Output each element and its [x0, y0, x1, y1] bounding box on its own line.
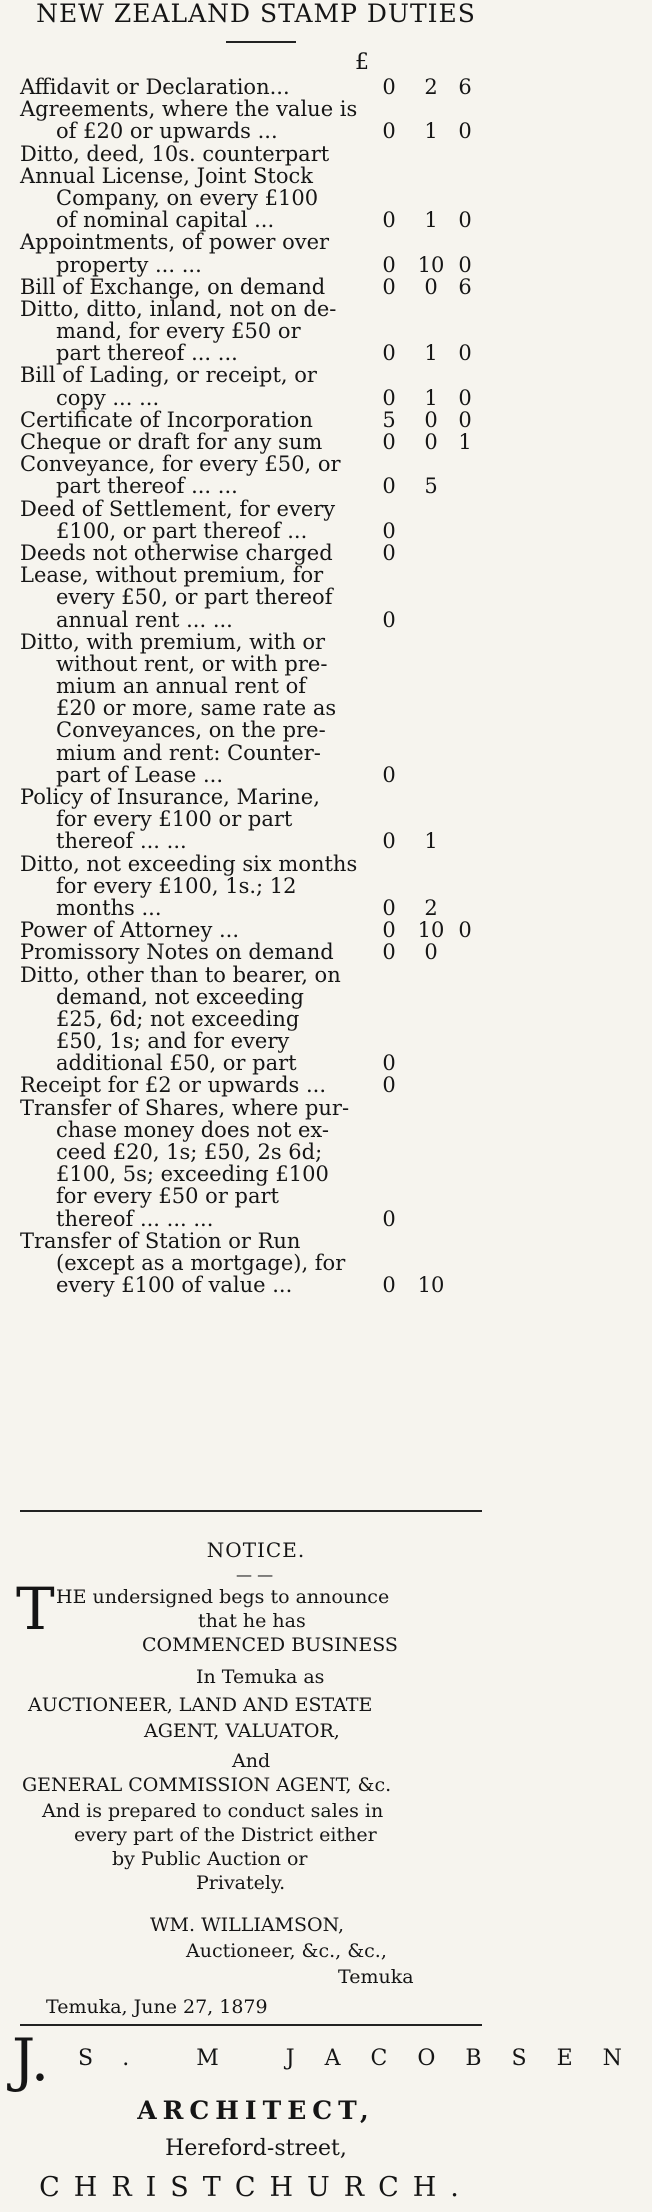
tariff-item-text: demand, not exceeding	[56, 984, 304, 1009]
tariff-shillings: 10	[417, 918, 445, 943]
tariff-item-text: Appointments, of power over	[20, 230, 330, 255]
tariff-item-text: £20 or more, same rate as	[56, 696, 337, 721]
notice-line: Temuka	[338, 1966, 414, 1988]
tariff-row	[20, 76, 480, 98]
tariff-item-text: copy ... ...	[56, 385, 160, 410]
tariff-item-text: annual rent ... ...	[56, 607, 233, 632]
tariff-item-text: part thereof ... ...	[56, 341, 238, 366]
tariff-item-text: without rent, or with pre-	[56, 651, 328, 676]
tariff-row	[20, 475, 480, 497]
tariff-pounds: 0	[382, 518, 396, 543]
tariff-item-text: mand, for every £50 or	[56, 319, 301, 344]
tariff-item-text: Annual License, Joint Stock	[20, 163, 313, 188]
tariff-item-text: £100, or part thereof ...	[56, 518, 308, 543]
tariff-shillings: 10	[417, 1273, 445, 1298]
tariff-row	[20, 875, 480, 897]
tariff-row	[20, 409, 480, 431]
tariff-pence: 0	[458, 341, 472, 366]
tariff-row	[20, 143, 480, 165]
tariff-pounds: 0	[382, 1073, 396, 1098]
tariff-shillings: 1	[424, 341, 438, 366]
tariff-item-text: Deed of Settlement, for every	[20, 496, 336, 521]
tariff-item-text: £25, 6d; not exceeding	[56, 1006, 300, 1031]
notice-line: Auctioneer, &c., &c.,	[186, 1940, 387, 1962]
tariff-pounds: 0	[382, 940, 396, 965]
tariff-row	[20, 254, 480, 276]
tariff-item-text: Transfer of Station or Run	[20, 1228, 301, 1253]
section-divider	[20, 1510, 482, 1512]
notice-line: COMMENCED BUSINESS	[142, 1634, 398, 1656]
tariff-pounds: 0	[382, 1273, 396, 1298]
tariff-pounds: 5	[382, 407, 396, 432]
notice-date: Temuka, June 27, 1879	[46, 1996, 268, 2018]
tariff-pence: 0	[458, 918, 472, 943]
tariff-row	[20, 1252, 480, 1274]
tariff-pounds: 0	[382, 430, 396, 454]
tariff-pence: 0	[458, 407, 472, 432]
tariff-row	[20, 387, 480, 409]
page-title: NEW ZEALAND STAMP DUTIES	[36, 0, 476, 28]
notice-line: And	[232, 1750, 271, 1772]
tariff-pence: 0	[458, 119, 472, 144]
tariff-item-text: (except as a mortgage), for	[56, 1250, 346, 1275]
tariff-row	[20, 1008, 480, 1030]
tariff-row	[20, 364, 480, 386]
jacobsen-initial: J.	[12, 2026, 50, 2094]
tariff-item-text: of nominal capital ...	[56, 208, 275, 233]
jacobsen-street: Hereford-street,	[165, 2136, 347, 2161]
notice-line: that he has	[198, 1610, 306, 1632]
tariff-pounds: 0	[382, 274, 396, 299]
jacobsen-city: CHRISTCHURCH.	[39, 2172, 473, 2203]
tariff-row	[20, 830, 480, 852]
tariff-item-text: Ditto, other than to bearer, on	[20, 962, 341, 987]
notice-heading: NOTICE.	[206, 1538, 306, 1562]
tariff-item-text: Conveyance, for every £50, or	[20, 452, 341, 477]
tariff-pounds: 0	[382, 762, 396, 787]
notice-signature: WM. WILLIAMSON,	[150, 1914, 345, 1936]
section-divider	[20, 2024, 482, 2026]
notice-line: GENERAL COMMISSION AGENT, &c.	[22, 1774, 392, 1796]
tariff-pounds: 0	[382, 918, 396, 943]
tariff-pounds: 0	[382, 1206, 396, 1231]
jacobsen-profession: ARCHITECT,	[137, 2096, 375, 2125]
stamp-duty-table	[20, 76, 480, 1296]
tariff-row	[20, 986, 480, 1008]
tariff-shillings: 10	[417, 252, 445, 277]
tariff-pence: 1	[458, 430, 472, 454]
tariff-item-text: mium an annual rent of	[56, 674, 306, 699]
tariff-item-text: part thereof ... ...	[56, 474, 238, 499]
tariff-row	[20, 1141, 480, 1163]
tariff-item-text: for every £100 or part	[56, 807, 293, 832]
tariff-item-text: Promissory Notes on demand	[20, 940, 334, 965]
title-divider	[226, 41, 296, 43]
tariff-row	[20, 209, 480, 231]
tariff-item-text: Cheque or draft for any sum	[20, 430, 323, 454]
tariff-row	[20, 764, 480, 786]
tariff-pounds: 0	[382, 474, 396, 499]
tariff-row	[20, 187, 480, 209]
currency-header: £	[355, 50, 369, 75]
tariff-shillings: 0	[424, 274, 438, 299]
tariff-row	[20, 1052, 480, 1074]
tariff-row	[20, 342, 480, 364]
tariff-row	[20, 120, 480, 142]
tariff-item-text: months ...	[56, 895, 162, 920]
tariff-pence: 6	[458, 75, 472, 99]
tariff-row	[20, 697, 480, 719]
tariff-row	[20, 1030, 480, 1052]
tariff-row	[20, 1097, 480, 1119]
tariff-row	[20, 609, 480, 631]
notice-dash: — —	[236, 1565, 274, 1584]
tariff-pounds: 0	[382, 607, 396, 632]
tariff-row	[20, 542, 480, 564]
tariff-item-text: part of Lease ...	[56, 762, 224, 787]
tariff-shillings: 1	[424, 385, 438, 410]
tariff-row	[20, 786, 480, 808]
tariff-row	[20, 742, 480, 764]
tariff-item-text: chase money does not ex-	[56, 1117, 329, 1142]
tariff-item-text: Ditto, not exceeding six months	[20, 851, 358, 876]
notice-line: AUCTIONEER, LAND AND ESTATE	[28, 1694, 373, 1716]
notice-line: In Temuka as	[196, 1666, 325, 1688]
tariff-item-text: £100, 5s; exceeding £100	[56, 1162, 329, 1187]
tariff-row	[20, 1163, 480, 1185]
tariff-pounds: 0	[382, 252, 396, 277]
tariff-pence: 0	[458, 252, 472, 277]
tariff-pounds: 0	[382, 895, 396, 920]
tariff-item-text: Receipt for £2 or upwards ...	[20, 1073, 327, 1098]
tariff-row	[20, 808, 480, 830]
tariff-item-text: Conveyances, on the pre-	[56, 718, 326, 743]
tariff-pence: 6	[458, 274, 472, 299]
tariff-item-text: Ditto, deed, 10s. counterpart	[20, 141, 330, 166]
notice-line: Privately.	[196, 1872, 286, 1894]
tariff-pounds: 0	[382, 341, 396, 366]
tariff-item-text: Lease, without premium, for	[20, 563, 324, 588]
tariff-item-text: Policy of Insurance, Marine,	[20, 785, 320, 809]
tariff-pounds: 0	[382, 829, 396, 854]
tariff-row	[20, 431, 480, 453]
tariff-pounds: 0	[382, 75, 396, 99]
notice-line: HE undersigned begs to announce	[56, 1586, 390, 1608]
tariff-pence: 0	[458, 385, 472, 410]
tariff-row	[20, 853, 480, 875]
tariff-shillings: 0	[424, 407, 438, 432]
tariff-pounds: 0	[382, 1051, 396, 1076]
tariff-row	[20, 1274, 480, 1296]
tariff-row	[20, 453, 480, 475]
tariff-item-text: for every £100, 1s.; 12	[56, 873, 297, 898]
notice-line: AGENT, VALUATOR,	[144, 1720, 340, 1742]
tariff-item-text: of £20 or upwards ...	[56, 119, 278, 144]
tariff-item-text: Bill of Lading, or receipt, or	[20, 363, 317, 388]
tariff-item-text: ceed £20, 1s; £50, 2s 6d;	[56, 1140, 323, 1164]
tariff-item-text: for every £50 or part	[56, 1184, 279, 1209]
tariff-item-text: Deeds not otherwise charged	[20, 540, 333, 565]
tariff-row	[20, 1230, 480, 1252]
tariff-pounds: 0	[382, 119, 396, 144]
tariff-item-text: Power of Attorney ...	[20, 918, 240, 943]
tariff-item-text: Affidavit or Declaration...	[20, 75, 290, 99]
tariff-row	[20, 520, 480, 542]
tariff-row	[20, 941, 480, 963]
tariff-row	[20, 897, 480, 919]
tariff-row	[20, 719, 480, 741]
tariff-item-text: Agreements, where the value is	[20, 97, 358, 122]
tariff-item-text: Certificate of Incorporation	[20, 407, 313, 432]
tariff-shillings: 2	[424, 75, 438, 99]
tariff-row	[20, 165, 480, 187]
tariff-item-text: £50, 1s; and for every	[56, 1029, 290, 1054]
tariff-item-text: Ditto, with premium, with or	[20, 629, 326, 654]
tariff-pounds: 0	[382, 385, 396, 410]
tariff-row	[20, 320, 480, 342]
tariff-pounds: 0	[382, 540, 396, 565]
tariff-row	[20, 919, 480, 941]
tariff-item-text: thereof ... ... ...	[56, 1206, 214, 1231]
tariff-shillings: 0	[424, 430, 438, 454]
tariff-item-text: every £100 of value ...	[56, 1273, 293, 1298]
tariff-pence: 0	[458, 208, 472, 233]
tariff-row	[20, 498, 480, 520]
tariff-row	[20, 675, 480, 697]
tariff-row	[20, 231, 480, 253]
tariff-row	[20, 276, 480, 298]
tariff-shillings: 2	[424, 895, 438, 920]
notice-line: by Public Auction or	[112, 1848, 308, 1870]
tariff-row	[20, 564, 480, 586]
tariff-item-text: Bill of Exchange, on demand	[20, 274, 326, 299]
jacobsen-name: S. M JACOBSEN	[78, 2046, 652, 2071]
tariff-row	[20, 586, 480, 608]
tariff-row	[20, 1074, 480, 1096]
tariff-shillings: 1	[424, 208, 438, 233]
tariff-shillings: 1	[424, 829, 438, 854]
tariff-shillings: 5	[424, 474, 438, 499]
tariff-item-text: thereof ... ...	[56, 829, 187, 854]
tariff-item-text: Company, on every £100	[56, 185, 319, 210]
tariff-item-text: additional £50, or part	[56, 1051, 297, 1076]
tariff-item-text: mium and rent: Counter-	[56, 740, 321, 765]
tariff-shillings: 1	[424, 119, 438, 144]
tariff-row	[20, 964, 480, 986]
tariff-pounds: 0	[382, 208, 396, 233]
tariff-row	[20, 1119, 480, 1141]
tariff-item-text: property ... ...	[56, 252, 202, 277]
tariff-row	[20, 1208, 480, 1230]
tariff-shillings: 0	[424, 940, 438, 965]
tariff-item-text: every £50, or part thereof	[56, 585, 333, 610]
tariff-item-text: Ditto, ditto, inland, not on de-	[20, 296, 337, 321]
tariff-row	[20, 653, 480, 675]
notice-line: every part of the District either	[74, 1824, 377, 1846]
tariff-item-text: Transfer of Shares, where pur-	[20, 1095, 350, 1120]
tariff-row	[20, 1185, 480, 1207]
notice-line: And is prepared to conduct sales in	[42, 1800, 384, 1822]
notice-drop-cap: T	[16, 1575, 55, 1643]
tariff-row	[20, 298, 480, 320]
tariff-row	[20, 98, 480, 120]
tariff-row	[20, 631, 480, 653]
